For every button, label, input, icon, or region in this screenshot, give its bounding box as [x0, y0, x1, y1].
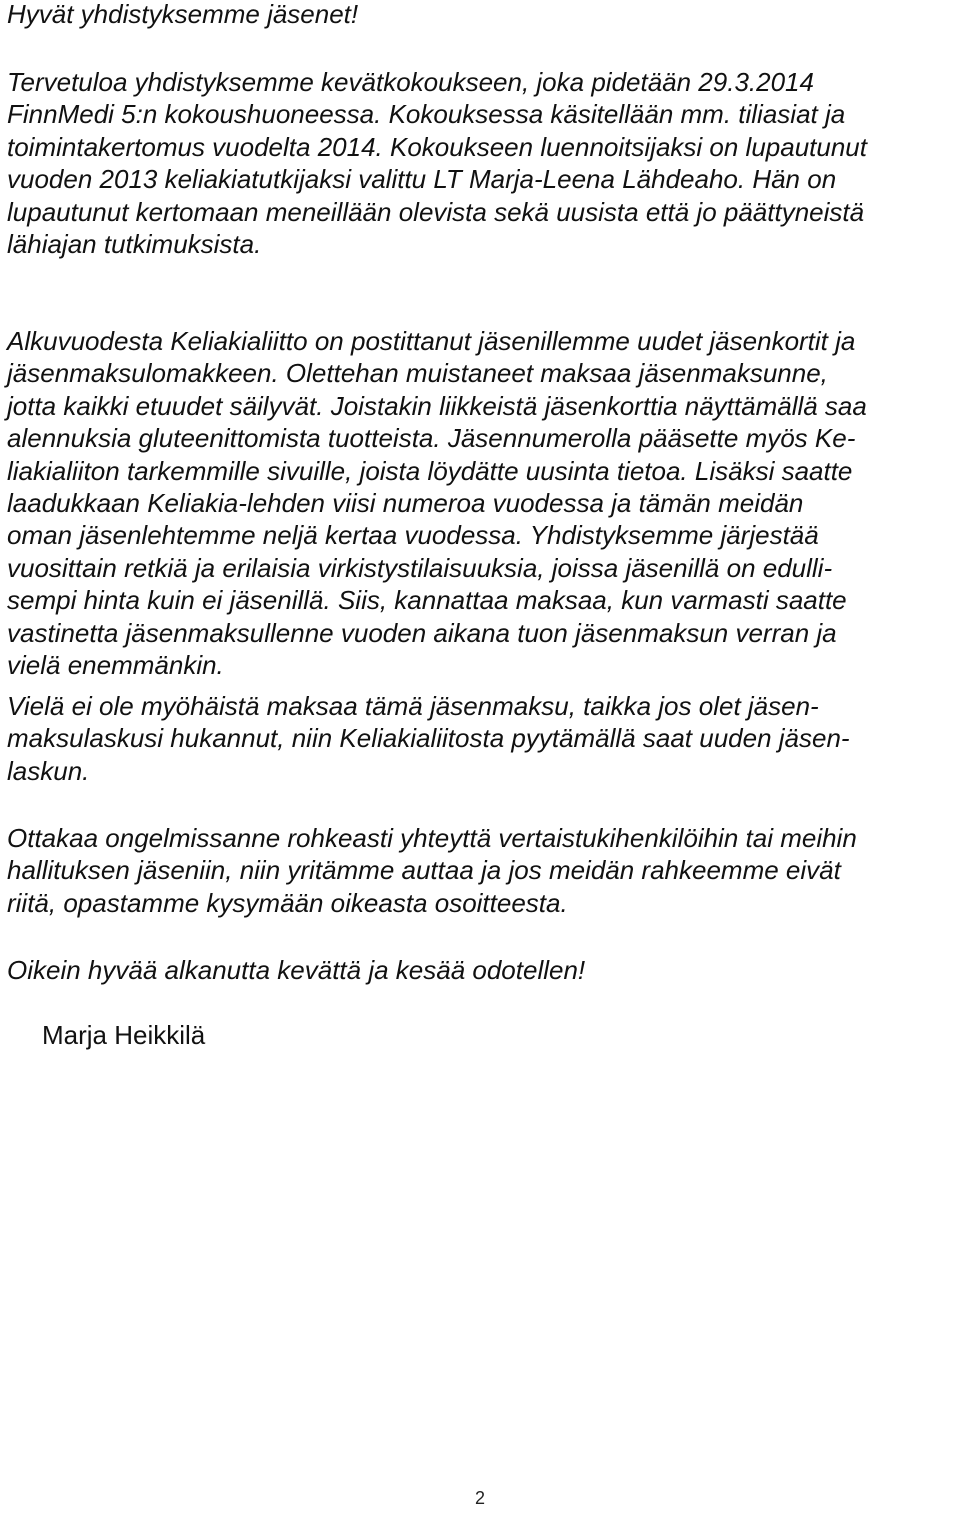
text-line: Tervetuloa yhdistyksemme kevätkokoukseen, joka pidetään 29.3.2014: [7, 67, 814, 97]
text-line: vielä enemmänkin.: [7, 650, 224, 681]
text-line: Ottakaa ongelmissanne rohkeasti yhteyttä vertaistukihenkilöihin tai meihin: [7, 823, 857, 853]
text-line: jotta kaikki etuudet säilyvät. Joistakin liikkeistä jäsenkorttia näyttämällä saa: [7, 390, 867, 421]
text-line: Alkuvuodesta Keliakialiitto on postittanut jäsenillemme uudet jäsenkortit ja: [7, 326, 856, 356]
text-line: toimintakertomus vuodelta 2014. Kokoukseen luennoitsijaksi on lupautunut: [7, 131, 867, 162]
signature: Marja Heikkilä: [42, 1020, 206, 1050]
paragraph-membership: [7, 325, 867, 681]
closing-line: Oikein hyvää alkanutta kevättä ja kesää odotellen!: [7, 955, 586, 985]
text-line: liakialiiton tarkemmille sivuille, joista löydätte uusinta tietoa. Lisäksi saatte: [7, 455, 853, 486]
text-line: hallituksen jäseniin, niin yritämme auttaa ja jos meidän rahkeemme eivät: [7, 855, 841, 886]
text-line: Vielä ei ole myöhäistä maksaa tämä jäsenmaksu, taikka jos olet jäsen-: [7, 691, 819, 721]
paragraph-late-payment: [7, 690, 850, 787]
text-line: vuoden 2013 keliakiatutkijaksi valittu LT Marja-Leena Lähdeaho. Hän on: [7, 164, 837, 195]
text-line: vuosittain retkiä ja erilaisia virkistystilaisuuksia, joissa jäsenillä on edulli-: [7, 552, 833, 583]
paragraph-contact: [7, 822, 857, 919]
text-line: laskun.: [7, 755, 90, 786]
text-line: oman jäsenlehtemme neljä kertaa vuodessa. Yhdistyksemme järjestää: [7, 520, 819, 551]
paragraph-meeting: [7, 66, 867, 260]
text-line: jäsenmaksulomakkeen. Olettehan muistaneet maksaa jäsenmaksunne,: [7, 358, 828, 389]
text-line: vastinetta jäsenmaksullenne vuoden aikana tuon jäsenmaksun verran ja: [7, 617, 837, 648]
text-line: alennuksia gluteenittomista tuotteista. Jäsennumerolla pääsette myös Ke-: [7, 423, 856, 454]
text-line: laadukkaan Keliakia-lehden viisi numeroa vuodessa ja tämän meidän: [7, 488, 804, 519]
text-line: sempi hinta kuin ei jäsenillä. Siis, kannattaa maksaa, kun varmasti saatte: [7, 585, 847, 616]
page-number: 2: [474, 1488, 485, 1508]
text-line: lupautunut kertomaan meneillään olevista sekä uusista että jo päättyneistä: [7, 196, 865, 227]
text-line: maksulaskusi hukannut, niin Keliakialiitosta pyytämällä saat uuden jäsen-: [7, 723, 850, 754]
greeting: Hyvät yhdistyksemme jäsenet!: [7, 0, 359, 29]
text-line: lähiajan tutkimuksista.: [7, 229, 262, 260]
text-line: riitä, opastamme kysymään oikeasta osoitteesta.: [7, 887, 568, 918]
text-line: FinnMedi 5:n kokoushuoneessa. Kokouksessa käsitellään mm. tiliasiat ja: [7, 99, 846, 130]
